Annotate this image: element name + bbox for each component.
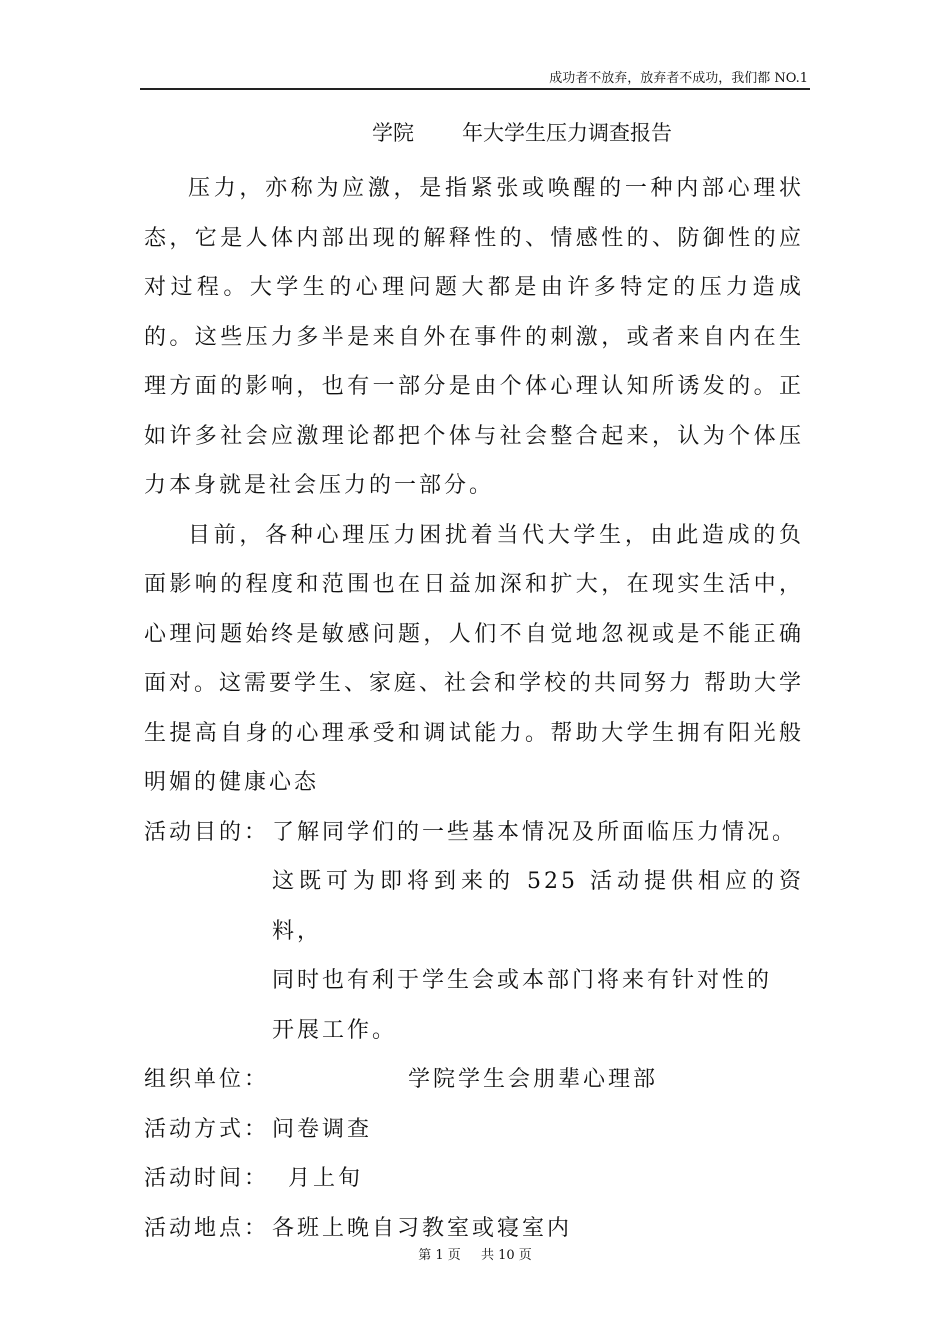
title-left: 学院: [372, 121, 414, 145]
purpose-line: 这既可为即将到来的 525 活动提供相应的资料，: [272, 869, 804, 944]
header-motto: 成功者不放弃，放弃者不成功，我们都 NO.1: [549, 71, 808, 86]
organizer-label: 组织单位：: [144, 1067, 270, 1092]
document-title: [372, 118, 672, 148]
page-total: 共 10 页: [480, 1248, 532, 1263]
field-method: [144, 1105, 804, 1155]
time-value: 月上旬: [288, 1166, 364, 1191]
location-value: 各班上晚自习教室或寝室内: [272, 1215, 573, 1241]
field-time: [144, 1154, 804, 1204]
organizer-value: 学院学生会朋辈心理部: [408, 1067, 659, 1092]
page-number: 第 1 页: [418, 1248, 461, 1263]
paragraph-intro: 压力，亦称为应激，是指紧张或唤醒的一种内部心理状态，它是人体内部出现的解释性的、情感性的、防御性的应对过程。大学生的心理问题大都是由许多特定的压力造成的。这些压力多半是来自外在事件的刺激，或者来自内在生理方面的影响，也有一部分是由个体心理认知所诱发的。正如许多社会应激理论都把个体与社会整合起来，认为个体压力本身就是社会压力的一部分。: [144, 176, 804, 498]
purpose-line: 开展工作。: [272, 1017, 398, 1043]
header-divider: [140, 88, 810, 90]
field-location: [144, 1204, 804, 1254]
time-label: 活动时间：: [144, 1166, 270, 1191]
purpose-label: 活动目的：: [144, 819, 270, 845]
page-footer: [0, 1247, 950, 1265]
paragraph-current-situation: 目前，各种心理压力困扰着当代大学生，由此造成的负面影响的程度和范围也在日益加深和扩大，在现实生活中，心理问题始终是敏感问题，人们不自觉地忽视或是不能正确面对。这需要学生、家庭、社会和学校的共同努力 帮助大学生提高自身的心理承受和调试能力。帮助大学生拥有阳光般明媚的健康心态: [144, 522, 804, 795]
location-label: 活动地点：: [144, 1215, 270, 1241]
purpose-text: [272, 808, 804, 1056]
purpose-line: 了解同学们的一些基本情况及所面临压力情况。: [272, 819, 798, 845]
document-body: [144, 164, 804, 1253]
title-right: 年大学生压力调查报告: [462, 121, 672, 145]
field-purpose: [144, 808, 804, 1056]
method-value: 问卷调查: [272, 1116, 373, 1142]
purpose-line: 同时也有利于学生会或本部门将来有针对性的: [272, 968, 773, 993]
field-organizer: [144, 1055, 804, 1105]
method-label: 活动方式：: [144, 1116, 270, 1142]
